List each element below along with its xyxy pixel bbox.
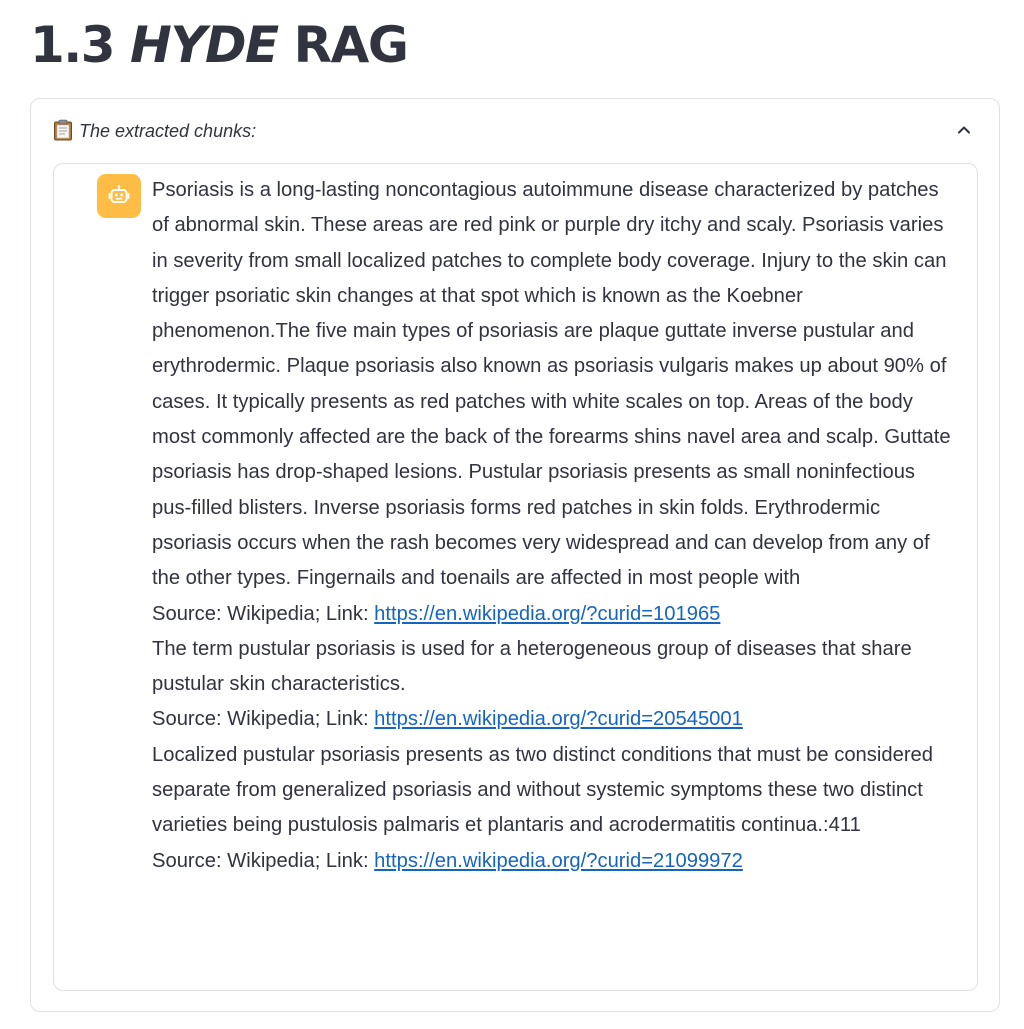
chunk-text: The term pustular psoriasis is used for a heterogeneous group of diseases that share pustular skin characteristics. <box>152 637 912 696</box>
source-link[interactable]: https://en.wikipedia.org/?curid=21099972 <box>374 849 743 872</box>
chevron-up-icon[interactable] <box>955 121 973 139</box>
source-prefix: Source: Wikipedia; Link: <box>152 602 375 625</box>
assistant-message <box>152 173 958 879</box>
robot-icon <box>107 184 131 208</box>
chunk-source <box>152 844 958 879</box>
expander-label: The extracted chunks: <box>79 121 257 141</box>
title-hyde: HYDE <box>130 16 278 74</box>
clipboard-icon <box>53 119 73 141</box>
chunks-expander <box>30 98 1000 1012</box>
chunk-source <box>152 597 958 632</box>
page-title <box>30 8 407 82</box>
chunk-source <box>152 702 958 737</box>
assistant-avatar <box>97 174 141 218</box>
source-prefix: Source: Wikipedia; Link: <box>152 708 375 731</box>
chunk-text: Localized pustular psoriasis presents as two distinct conditions that must be considered separate from generalized psoriasis and without systemic symptoms these two distinct varieties being pustulosis palmaris et plantaris and acrodermatitis continua.:411 <box>152 743 933 837</box>
chunk-text: Psoriasis is a long-lasting noncontagious autoimmune disease characterized by patches of abnormal skin. These areas are red pink or purple dry itchy and scaly. Psoriasis varies in severity from small localized patches to complete body coverage. Injury to the skin can trigger psoriatic skin changes at that spot which is known as the Koebner phenomenon.The five main types of psoriasis are plaque guttate inverse pustular and erythrodermic. Plaque psoriasis also known as psoriasis vulgaris makes up about 90% of cases. It typically presents as red patches with white scales on top. Areas of the body most commonly affected are the back of the forearms shins navel area and scalp. Guttate psoriasis has drop-shaped lesions. Pustular psoriasis presents as small noninfectious pus-filled blisters. Inverse psoriasis forms red patches in skin folds. Erythrodermic psoriasis occurs when the rash becomes very widespread and can develop from any of the other types. Fingernails and toenails are affected in most people with <box>152 179 951 590</box>
title-rag: RAG <box>293 16 408 74</box>
source-prefix: Source: Wikipedia; Link: <box>152 849 375 872</box>
expander-header[interactable] <box>31 99 999 161</box>
source-link[interactable]: https://en.wikipedia.org/?curid=20545001 <box>374 708 743 731</box>
title-number: 1.3 <box>30 16 115 74</box>
source-link[interactable]: https://en.wikipedia.org/?curid=101965 <box>374 602 721 625</box>
chat-message-container <box>53 163 978 991</box>
